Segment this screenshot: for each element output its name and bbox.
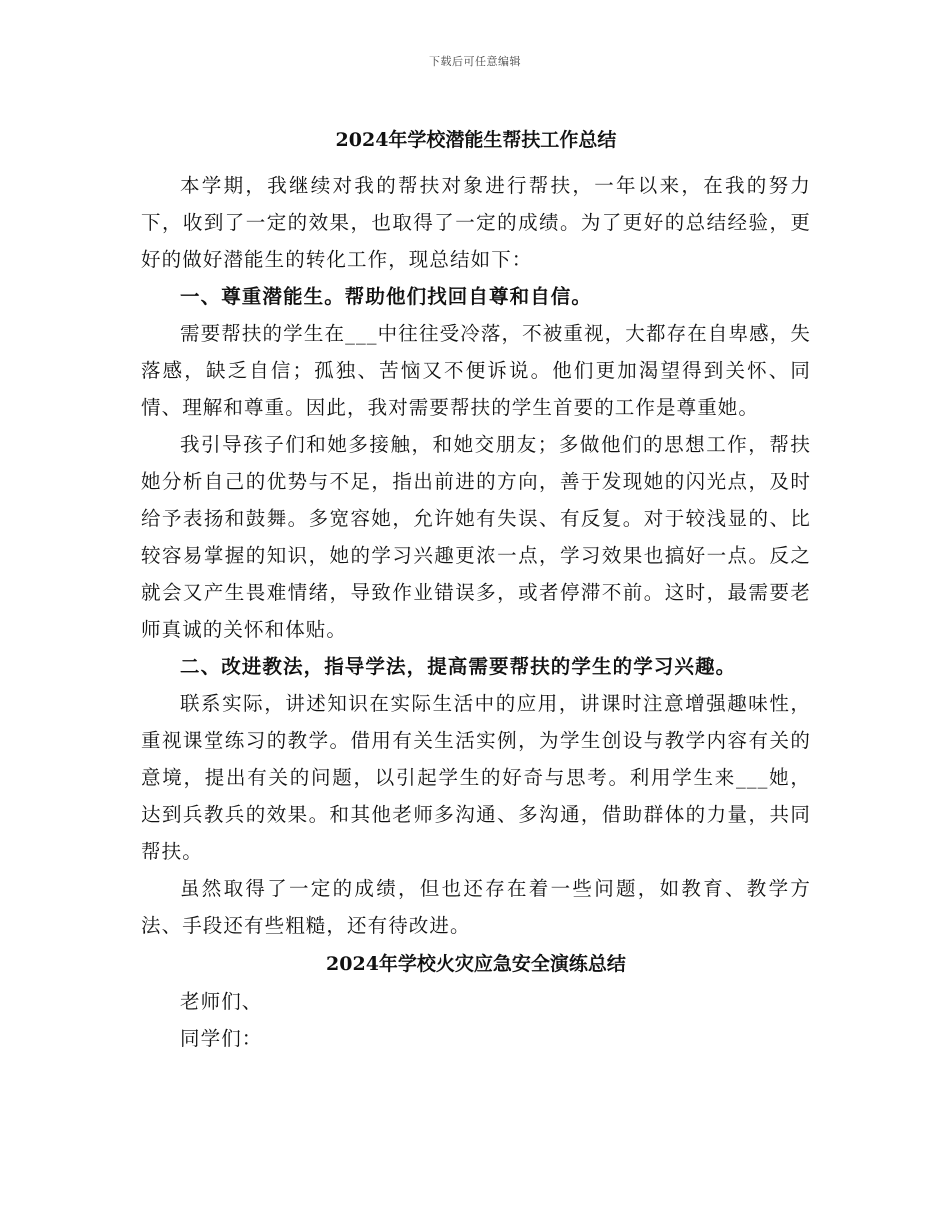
document-body bbox=[141, 120, 811, 1057]
second-document-title: 2024年学校火灾应急安全演练总结 bbox=[326, 953, 626, 975]
header-note: 下载后可任意编辑 bbox=[429, 55, 521, 68]
document-title: 2024年学校潜能生帮扶工作总结 bbox=[335, 129, 617, 151]
greeting-line-2: 同学们： bbox=[180, 1027, 263, 1050]
section-1-paragraph-1: 需要帮扶的学生在___中往往受冷落，不被重视，大都存在自卑感，失落感，缺乏自信；孤独、苦恼又不便诉说。他们更加渴望得到关怀、同情、理解和尊重。因此，我对需要帮扶的学生首要的工作是尊重她。 bbox=[141, 322, 811, 419]
greeting-line-1: 老师们、 bbox=[180, 990, 263, 1013]
section-1-heading: 一、尊重潜能生。帮助他们找回自尊和自信。 bbox=[180, 285, 593, 308]
section-1-paragraph-2: 我引导孩子们和她多接触，和她交朋友；多做他们的思想工作，帮扶她分析自己的优势与不足，指出前进的方向，善于发现她的闪光点，及时给予表扬和鼓舞。多宽容她，允许她有失误、有反复。对于较浅显的、比较容易掌握的知识，她的学习兴趣更浓一点，学习效果也搞好一点。反之就会又产生畏难情绪，导致作业错误多，或者停滞不前。这时，最需要老师真诚的关怀和体贴。 bbox=[141, 433, 811, 641]
intro-paragraph: 本学期，我继续对我的帮扶对象进行帮扶，一年以来，在我的努力下，收到了一定的效果，也取得了一定的成绩。为了更好的总结经验，更好的做好潜能生的转化工作，现总结如下： bbox=[141, 174, 811, 271]
section-2-heading: 二、改进教法，指导学法，提高需要帮扶的学生的学习兴趣。 bbox=[180, 655, 737, 678]
section-2-paragraph-1: 联系实际，讲述知识在实际生活中的应用，讲课时注意增强趣味性，重视课堂练习的教学。借用有关生活实例，为学生创设与教学内容有关的意境，提出有关的问题，以引起学生的好奇与思考。利用学生来___她，达到兵教兵的效果。和其他老师多沟通、多沟通，借助群体的力量，共同帮扶。 bbox=[141, 692, 811, 863]
conclusion-paragraph: 虽然取得了一定的成绩，但也还存在着一些问题，如教育、教学方法、手段还有些粗糙，还有待改进。 bbox=[141, 877, 811, 937]
